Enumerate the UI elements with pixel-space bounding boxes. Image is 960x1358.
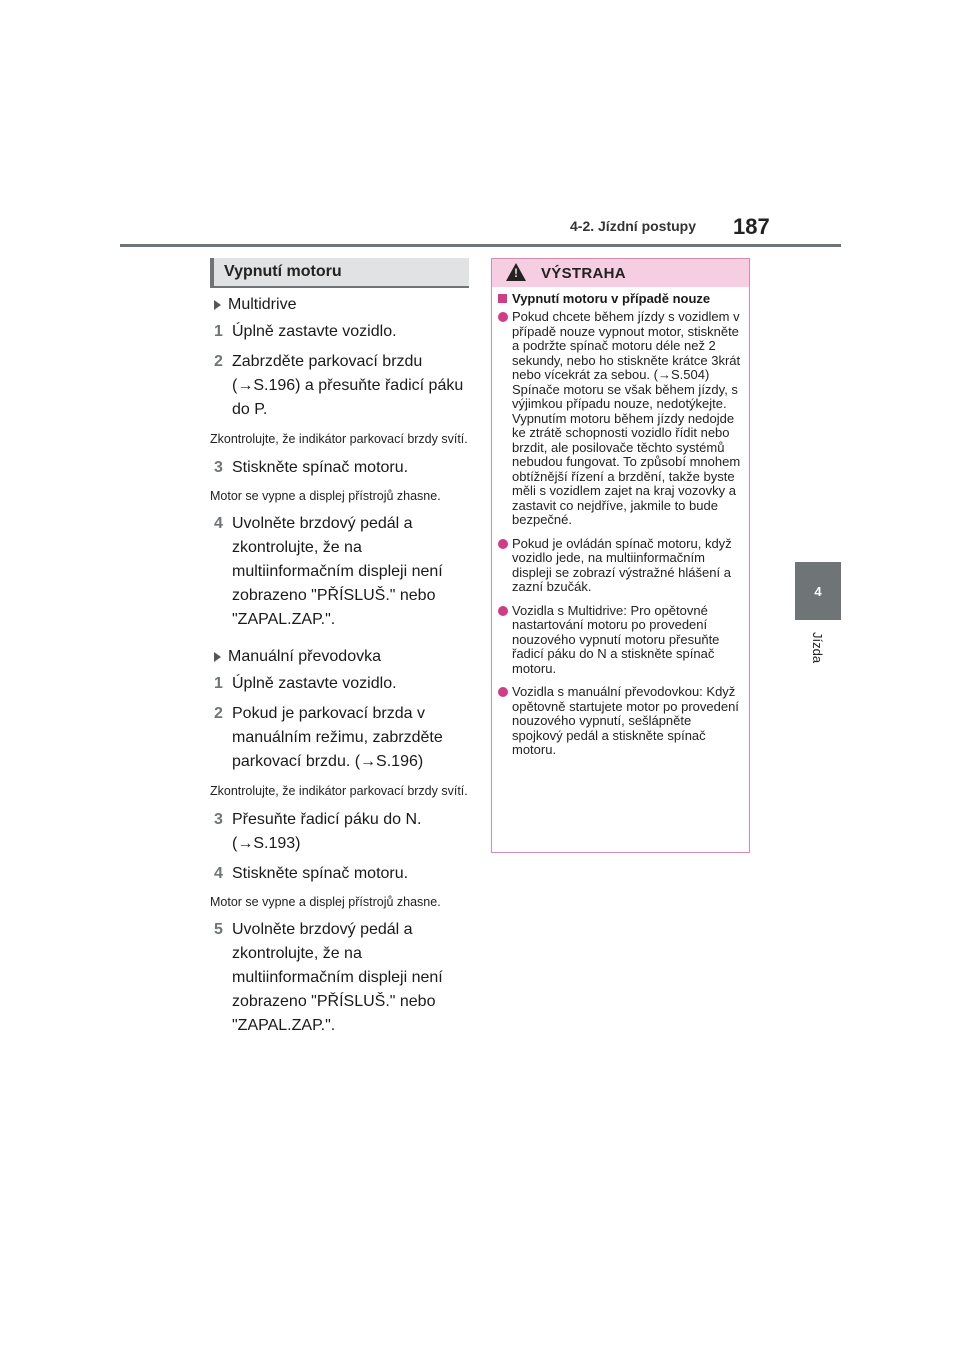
warning-item-text: Vozidla s Multidrive: Pro opětovné nastartování motoru po provedení nouzového vypnutí motoru přesuňte řadicí páku do N a stiskněte spínač motoru. [512,602,720,676]
circle-bullet-icon [498,312,508,322]
step-text: Uvolněte brzdový pedál a zkontrolujte, že na multiinformačním displeji není zobrazeno "PŘÍSLUŠ." nebo "ZAPAL.ZAP.". [232,515,443,628]
step-text: Úplně zastavte vozidlo. [232,323,397,340]
section-heading [210,258,469,288]
chapter-number: 4 [814,583,822,599]
circle-bullet-icon [498,539,508,549]
section-heading-text: Vypnutí motoru [224,263,342,280]
instructions-column [210,294,470,1038]
subheading-text: Multidrive [228,296,297,313]
warning-item-text: Pokud chcete během jízdy s vozidlem v případě nouze vypnout motor, stiskněte a podržte spínač motoru déle než 2 sekundy, nebo ho stiskněte krátce 3krát nebo vícekrát za sebou. (→S.504) Spínače motoru se však během jízdy, s výjimkou případu nouze, nedotýkejte. Vypnutím motoru během jízdy nedojde ke ztrátě schopnosti vozidlo řídit nebo brzdit, ale posilovače těchto systémů nebudou fungovat. To způsobí mnohem obtížnější řízení a brzdění, takže byste měli s vozidlem zajet na kraj vozovky a zastavit co nejdříve, jakmile to bude bezpečné. [512,309,741,527]
step-number: 4 [214,515,223,532]
step-text: Pokud je parkovací brzda v manuálním režimu, zabrzděte parkovací brzdu. (→S.196) [232,705,443,770]
warning-box [491,258,750,853]
note: Zkontrolujte, že indikátor parkovací brzdy svítí. [210,432,468,446]
section-title: 4-2. Jízdní postupy [570,218,697,234]
step [210,456,470,480]
step-number: 2 [214,705,223,722]
warning-body [492,291,749,767]
step-text: Úplně zastavte vozidlo. [232,675,397,692]
step-number: 4 [214,865,223,882]
warning-title [498,291,741,307]
warning-item [498,310,741,528]
chapter-label [805,632,831,672]
circle-bullet-icon [498,687,508,697]
step-number: 5 [214,921,223,938]
triangle-bullet-icon [214,300,221,310]
warning-heading: VÝSTRAHA [541,265,626,282]
warning-item-text: Vozidla s manuální převodovkou: Když opětovně startujete motor po provedení nouzového vypnutí, sešlápněte spojkový pedál a stiskněte spínač motoru. [512,684,739,757]
heading-bar [210,258,214,286]
step [210,320,470,344]
note: Motor se vypne a displej přístrojů zhasne. [210,489,441,503]
subheading-manual [210,646,470,668]
step-number: 1 [214,323,223,340]
step [210,808,470,856]
subheading-text: Manuální převodovka [228,648,381,665]
triangle-bullet-icon [214,652,221,662]
step-text: Zabrzděte parkovací brzdu (→S.196) a přesuňte řadicí páku do P. [232,353,464,418]
step-number: 2 [214,353,223,370]
step-text: Stiskněte spínač motoru. [232,865,409,882]
warning-triangle-icon [506,263,526,281]
step [210,862,470,886]
warning-item [498,604,741,677]
chapter-tab [795,562,841,620]
step-text: Stiskněte spínač motoru. [232,459,409,476]
step-text: Přesuňte řadicí páku do N. (→S.193) [232,811,422,852]
header-rule [120,244,841,247]
warning-header [492,259,749,287]
note: Zkontrolujte, že indikátor parkovací brzdy svítí. [210,784,468,798]
page-number: 187 [733,214,770,239]
subheading-multidrive [210,294,470,316]
step-text: Uvolněte brzdový pedál a zkontrolujte, že na multiinformačním displeji není zobrazeno "PŘÍSLUŠ." nebo "ZAPAL.ZAP.". [232,921,443,1034]
step [210,918,470,1038]
step-number: 3 [214,459,223,476]
step-number: 1 [214,675,223,692]
step [210,350,470,422]
warning-item-text: Pokud je ovládán spínač motoru, když vozidlo jede, na multiinformačním displeji se zobrazí výstražné hlášení a zazní bzučák. [512,535,732,594]
warning-item [498,537,741,595]
note: Motor se vypne a displej přístrojů zhasne. [210,895,441,909]
chapter-label-text: Jízda [810,632,825,664]
step [210,702,470,774]
circle-bullet-icon [498,606,508,616]
square-bullet-icon [498,294,507,303]
warning-item [498,685,741,758]
step [210,512,470,632]
step-number: 3 [214,811,223,828]
step [210,672,470,696]
warning-title-text: Vypnutí motoru v případě nouze [512,291,711,306]
